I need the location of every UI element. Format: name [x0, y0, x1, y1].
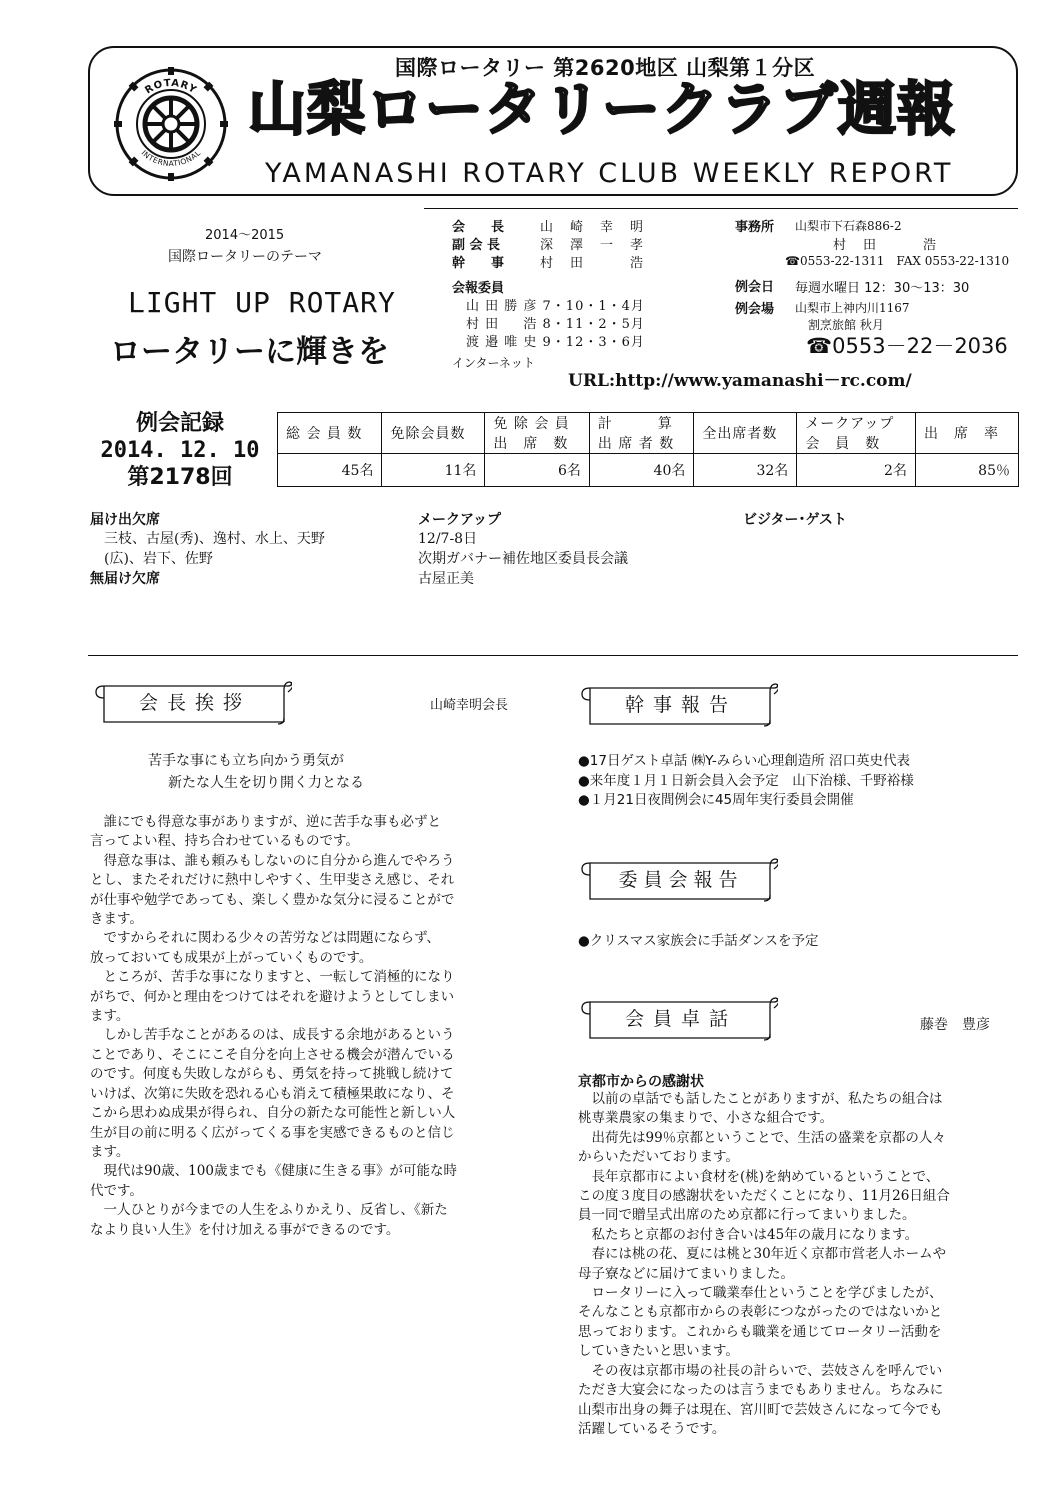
paragraph-line: とし、またそれだけに熱中しやすく、生甲斐さえ感じ、それ	[90, 872, 455, 889]
paragraph-line: が仕事や勉学であっても、楽しく豊かな気分に浸ることがで	[90, 891, 455, 908]
notified-absence-list: 三枝、古屋(秀)、逸村、水上、天野	[104, 531, 325, 547]
paragraph-line: なより良い人生》を付け加える事ができるのです。	[90, 1221, 400, 1238]
header-total-members: 総 会 員 数	[278, 413, 382, 454]
notified-absence-list: (広)、岩下、佐野	[104, 551, 213, 567]
officer-name-vice: 深 澤 一 孝	[540, 238, 646, 253]
paragraph-line: 生が目の前に明るく広がってくる事を実感できるものと信じ	[90, 1124, 455, 1141]
committee-report-list	[578, 932, 818, 952]
record-heading: 例会記録	[135, 411, 224, 436]
paragraph-line: いけば、次第に失敗を恐れる心も消えて積極果敢になり、そ	[90, 1085, 455, 1102]
paragraph-line: 出荷先は99％京都ということで、生活の盛業を京都の人々	[578, 1129, 946, 1146]
secretary-report-list	[578, 752, 914, 811]
header-attendance-rate: 出 席 率	[915, 413, 1018, 454]
paragraph-line: 現代は90歳、100歳までも《健康に生きる事》が可能な時	[90, 1163, 457, 1180]
paragraph-line: 春には桃の花、夏には桃と30年近く京都市営老人ホームや	[578, 1246, 947, 1263]
theme-years: 2014～2015	[205, 228, 285, 243]
committee-member: 山 田 勝 彦 7・10・1・4月	[466, 299, 645, 314]
meeting-day: 毎週水曜日 12：30～13：30	[795, 281, 970, 296]
venue-tel: ☎0553－22－2036	[806, 334, 1008, 358]
president-author: 山崎幸明会長	[430, 698, 509, 713]
office-person: 村 田 浩	[833, 238, 939, 253]
list-item: ●来年度１月１日新会員入会予定 山下治様、千野裕様	[578, 772, 914, 789]
office-tel-fax: ☎0553-22-1311 FAX 0553-22-1310	[785, 254, 1010, 268]
paragraph-line: 母子寮などに届けてまいりました。	[578, 1265, 794, 1282]
logo-text-top: ROTARY	[143, 77, 199, 97]
paragraph-line: こから思わぬ成果が得られ、自分の新たな可能性と新しい人	[90, 1105, 456, 1122]
table-cell: 11名	[382, 454, 485, 487]
president-headline: 苦手な事にも立ち向かう勇気が	[148, 753, 344, 769]
paragraph-line: 員一同で贈呈式出席のため京都に行ってまいりました。	[578, 1207, 916, 1224]
president-headline: 新たな人生を切り開く力となる	[168, 775, 364, 791]
secretary-banner	[578, 680, 778, 724]
theme-jp: ロータリーに輝きを	[110, 334, 389, 370]
paragraph-line: のです。何度も失敗しながらも、勇気を持って挑戦し続けて	[90, 1066, 454, 1083]
makeup-date: 12/7-8日	[418, 531, 478, 547]
paragraph-line: 放っておいても成果が上がっていくものです。	[90, 949, 373, 966]
table-cell: 2名	[797, 454, 916, 487]
paragraph-line: そんなことも京都市からの表彰につながったのではないかと	[578, 1304, 943, 1321]
paragraph-line: ただき大宴会になったのは言うまでもありません。ちなみに	[578, 1382, 944, 1399]
venue-name: 割烹旅館 秋月	[808, 318, 884, 332]
header-exempt-members: 免除会員数	[382, 413, 485, 454]
office-label: 事務所	[735, 220, 775, 235]
banner-label: 会員卓話	[624, 1008, 737, 1030]
theme-en: LIGHT UP ROTARY	[128, 286, 396, 319]
makeup-person: 古屋正美	[418, 571, 474, 587]
committee-member: 渡 邉 唯 史 9・12・3・6月	[466, 335, 645, 350]
venue-label: 例会場	[735, 302, 775, 317]
list-item: ●１月21日夜間例会に45周年実行委員会開催	[578, 792, 854, 808]
record-date: 2014. 12. 10	[100, 438, 260, 463]
paragraph-line: きます。	[90, 911, 143, 928]
paragraph-line: 私たちと京都のお付き合いは45年の歳月になります。	[578, 1226, 919, 1243]
paragraph-line: ます。	[90, 1143, 130, 1160]
paragraph-line: ことであり、そこにこそ自分を向上させる機会が潜んでいる	[90, 1046, 455, 1063]
member-talk-banner	[578, 994, 778, 1038]
record-number: 第2178回	[127, 465, 233, 490]
info-divider	[424, 208, 1018, 209]
paragraph-line: 山梨市出身の舞子は現在、宮川町で芸妓さんになって今でも	[578, 1401, 943, 1418]
paragraph-line: ロータリーに入って職業奉仕ということを学びましたが、	[578, 1285, 943, 1302]
paragraph-line: 思っております。これからも職業を通じてロータリー活動を	[578, 1323, 942, 1340]
paragraph-line: 得意な事は、誰も頼みもしないのに自分から進んでやろう	[90, 852, 455, 869]
record-title	[100, 410, 260, 491]
table-cell: 45名	[278, 454, 382, 487]
header-exempt-attending: 免 除 会 員 出 席 数	[485, 413, 589, 454]
paragraph-line: 代です。	[90, 1182, 143, 1199]
table-cell: 32名	[694, 454, 797, 487]
member-talk-body	[578, 1090, 1023, 1439]
newsletter-title: 山梨ロータリークラブ週報	[248, 75, 957, 143]
attendance-table	[277, 412, 1019, 487]
svg-text:ROTARY	[143, 78, 198, 97]
list-item: ●クリスマス家族会に手話ダンスを予定	[578, 933, 819, 949]
paragraph-line: その夜は京都市場の社長の計らいで、芸妓さんを呼んでい	[578, 1362, 943, 1379]
banner-label: 幹事報告	[624, 694, 737, 716]
theme-label: 国際ロータリーのテーマ	[168, 249, 322, 265]
paragraph-line: ところが、苦手な事になりますと、一転して消極的になり	[90, 969, 455, 986]
paragraph-line: しかし苦手なことがあるのは、成長する余地があるという	[90, 1027, 455, 1044]
district-line: 国際ロータリー 第2620地区 山梨第１分区	[395, 56, 816, 80]
paragraph-line: ます。	[90, 1008, 130, 1025]
paragraph-line: からいただいております。	[578, 1149, 739, 1166]
table-cell: 85％	[915, 454, 1018, 487]
committee-label: 会報委員	[452, 281, 505, 296]
paragraph-line: していきたいと思います。	[578, 1343, 739, 1360]
banner-label: 会長挨拶	[138, 692, 251, 714]
list-item: ●17日ゲスト卓話 ㈱Y-みらい心理創造所 沼口英史代表	[578, 753, 911, 769]
paragraph-line: 桃専業農家の集まりで、小さな組合です。	[578, 1110, 834, 1127]
office-address: 山梨市下石森886-2	[795, 219, 902, 233]
section-divider	[88, 655, 1018, 656]
header-calculated-attendees: 計 算 出 席 者 数	[589, 413, 693, 454]
president-banner	[92, 678, 292, 722]
table-cell: 6名	[485, 454, 589, 487]
member-talk-subtitle: 京都市からの感謝状	[578, 1074, 704, 1090]
header-makeup-members: メークアップ 会 員 数	[797, 413, 916, 454]
paragraph-line: ですからそれに関わる少々の苦労などは問題にならず、	[90, 930, 440, 947]
paragraph-line: 言ってよい程、持ち合わせているものです。	[90, 833, 359, 850]
paragraph-line: 一人ひとりが今までの人生をふりかえり、反省し、《新た	[90, 1202, 448, 1219]
makeup-label: メークアップ	[418, 512, 502, 528]
officer-role-vice: 副 会 長	[452, 238, 501, 253]
paragraph-line: この度３度目の感謝状をいただくことになり、11月26日組合	[578, 1188, 950, 1205]
table-cell: 40名	[589, 454, 693, 487]
makeup-event: 次期ガバナー補佐地区委員長会議	[418, 551, 628, 567]
website-url[interactable]: URL:http://www.yamanashi－rc.com/	[568, 371, 912, 391]
paragraph-line: 長年京都市によい食材を(桃)を納めているということで、	[578, 1168, 940, 1185]
officer-name-president: 山 崎 幸 明	[540, 220, 646, 235]
president-message	[90, 813, 530, 1240]
venue-address: 山梨市上神内川1167	[795, 301, 910, 315]
committee-report-banner	[578, 855, 778, 899]
rotary-wheel-logo	[113, 66, 229, 182]
meeting-day-label: 例会日	[735, 280, 775, 295]
visitor-guest-label: ビジター･ゲスト	[743, 512, 847, 528]
header-total-attendees: 全出席者数	[694, 413, 797, 454]
officer-role-president: 会 長	[452, 220, 505, 235]
paragraph-line: 以前の卓話でも話したことがありますが、私たちの組合は	[578, 1091, 943, 1107]
banner-label: 委員会報告	[618, 869, 744, 891]
member-talk-author: 藤巻 豊彦	[920, 1017, 990, 1033]
officer-role-secretary: 幹 事	[452, 256, 505, 271]
notified-absence-label: 届け出欠席	[90, 512, 160, 528]
internet-label: インターネット	[452, 356, 535, 370]
committee-member: 村 田 浩 8・11・2・5月	[466, 317, 645, 332]
paragraph-line: がちで、何かと理由をつけてはそれを避けようとしてしまい	[90, 988, 455, 1005]
unnotified-absence-label: 無届け欠席	[90, 571, 160, 587]
paragraph-line: 誰にでも得意な事がありますが、逆に苦手な事も必ずと	[90, 814, 441, 830]
paragraph-line: 活躍しているそうです。	[578, 1420, 726, 1437]
newsletter-title-en: YAMANASHI ROTARY CLUB WEEKLY REPORT	[265, 158, 954, 189]
logo-text-bottom: INTERNATIONAL	[139, 148, 203, 169]
officer-name-secretary: 村 田 浩	[540, 256, 646, 271]
